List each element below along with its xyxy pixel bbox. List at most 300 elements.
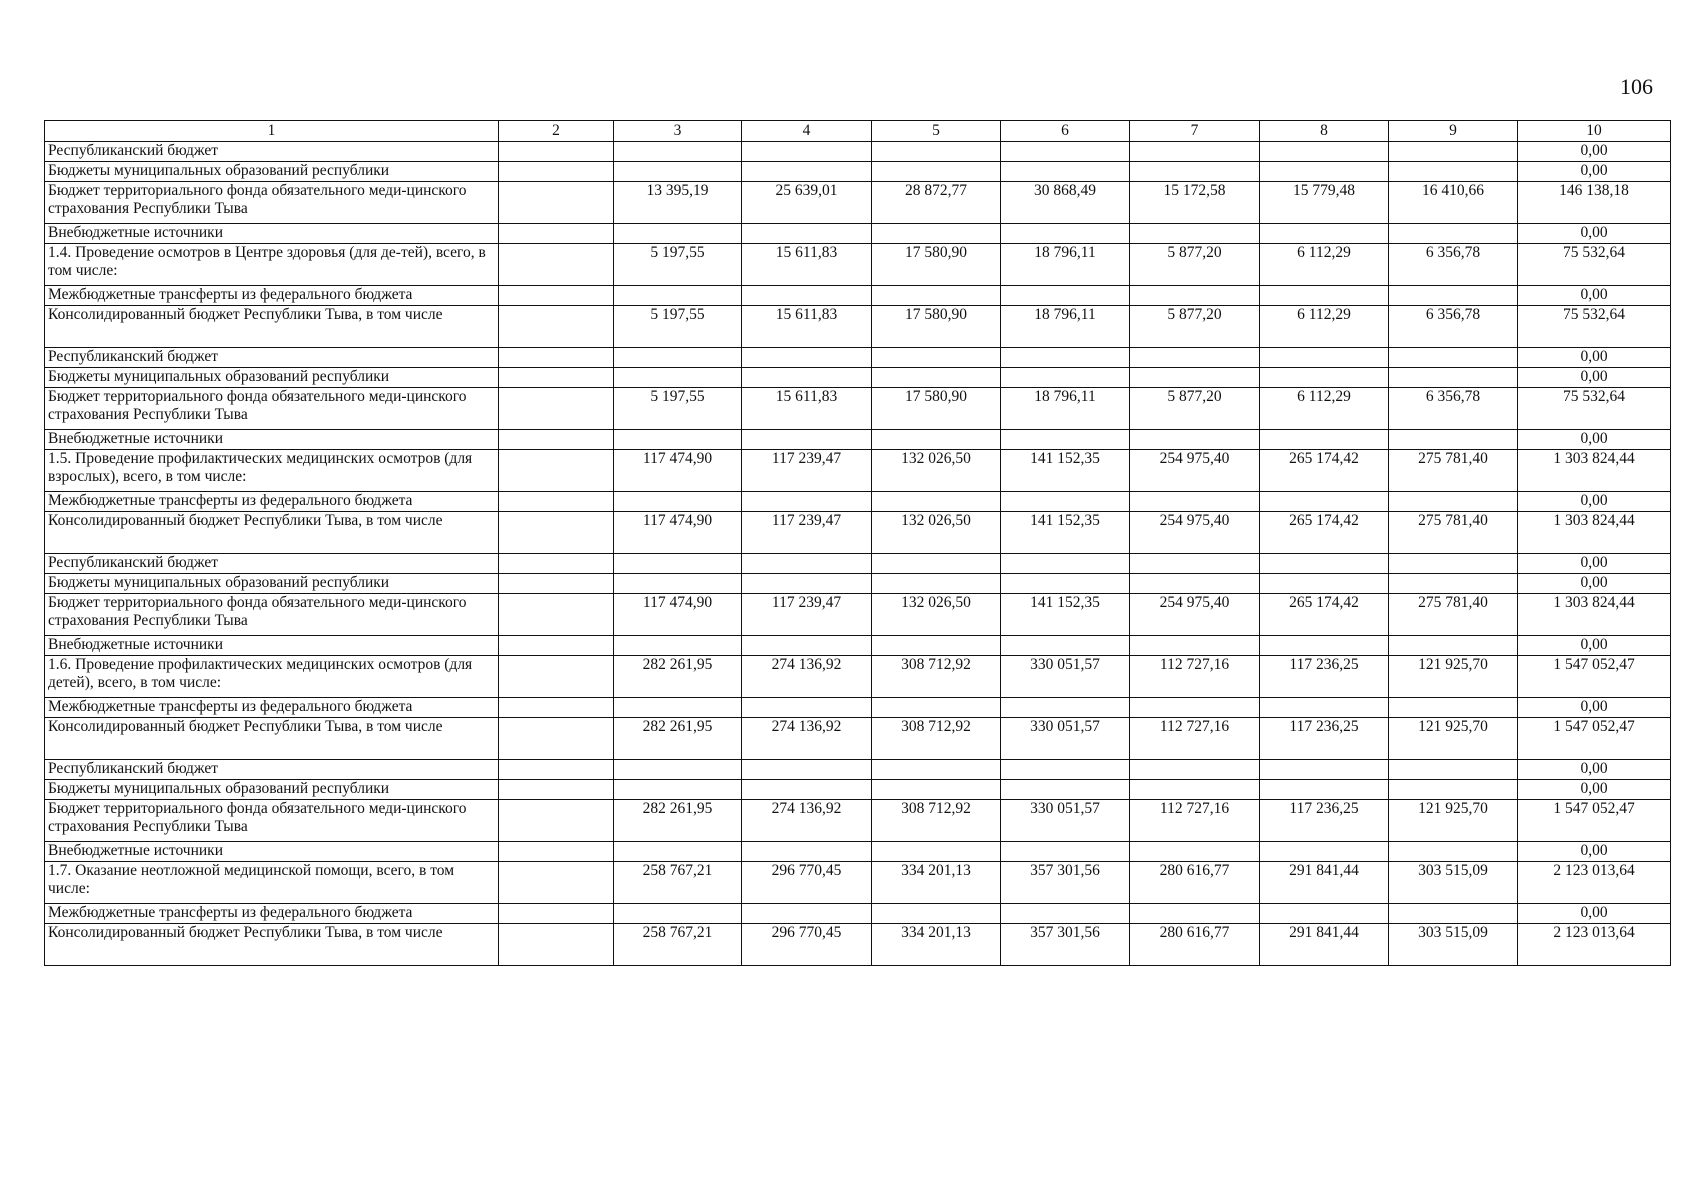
cell-col-2 — [499, 182, 614, 224]
cell-col-5: 132 026,50 — [872, 450, 1001, 492]
cell-col-3 — [614, 760, 742, 780]
cell-col-7 — [1130, 430, 1260, 450]
cell-col-8 — [1260, 760, 1389, 780]
cell-col-8 — [1260, 224, 1389, 244]
cell-col-3 — [614, 554, 742, 574]
cell-col-3 — [614, 348, 742, 368]
cell-col-4: 15 611,83 — [742, 306, 872, 348]
cell-col-6 — [1001, 162, 1130, 182]
cell-col-8: 291 841,44 — [1260, 862, 1389, 904]
cell-col-2 — [499, 388, 614, 430]
cell-col-4 — [742, 636, 872, 656]
cell-col-4 — [742, 286, 872, 306]
cell-col-5 — [872, 492, 1001, 512]
cell-col-7 — [1130, 348, 1260, 368]
cell-col-9: 6 356,78 — [1389, 306, 1518, 348]
cell-col-9 — [1389, 574, 1518, 594]
cell-col-2 — [499, 492, 614, 512]
cell-col-7: 5 877,20 — [1130, 244, 1260, 286]
table-body — [45, 142, 1671, 966]
cell-col-4 — [742, 554, 872, 574]
cell-col-8 — [1260, 492, 1389, 512]
cell-col-9 — [1389, 904, 1518, 924]
cell-col-10: 1 303 824,44 — [1518, 594, 1671, 636]
cell-col-2 — [499, 430, 614, 450]
row-label: Бюджет территориального фонда обязательного меди-цинского страхования Республики Тыва — [45, 800, 499, 842]
cell-col-4: 15 611,83 — [742, 388, 872, 430]
cell-col-10: 1 303 824,44 — [1518, 450, 1671, 492]
row-label: Бюджеты муниципальных образований республики — [45, 162, 499, 182]
cell-col-10: 0,00 — [1518, 492, 1671, 512]
cell-col-10: 2 123 013,64 — [1518, 862, 1671, 904]
table-row — [45, 574, 1671, 594]
cell-col-6: 330 051,57 — [1001, 656, 1130, 698]
cell-col-8 — [1260, 904, 1389, 924]
row-label: Бюджет территориального фонда обязательного меди-цинского страхования Республики Тыва — [45, 594, 499, 636]
cell-col-7 — [1130, 286, 1260, 306]
cell-col-10: 2 123 013,64 — [1518, 924, 1671, 966]
cell-col-4 — [742, 492, 872, 512]
cell-col-7: 280 616,77 — [1130, 862, 1260, 904]
row-label: 1.6. Проведение профилактических медицинских осмотров (для детей), всего, в том числе: — [45, 656, 499, 698]
cell-col-5 — [872, 760, 1001, 780]
row-label: Республиканский бюджет — [45, 142, 499, 162]
cell-col-10: 0,00 — [1518, 430, 1671, 450]
cell-col-6: 141 152,35 — [1001, 594, 1130, 636]
table-row — [45, 924, 1671, 966]
cell-col-4 — [742, 904, 872, 924]
cell-col-8: 117 236,25 — [1260, 718, 1389, 760]
cell-col-5: 17 580,90 — [872, 244, 1001, 286]
row-label: Бюджеты муниципальных образований республики — [45, 780, 499, 800]
table-row — [45, 388, 1671, 430]
cell-col-3: 13 395,19 — [614, 182, 742, 224]
cell-col-7: 5 877,20 — [1130, 306, 1260, 348]
cell-col-8 — [1260, 698, 1389, 718]
table-row — [45, 430, 1671, 450]
cell-col-6 — [1001, 368, 1130, 388]
table-row — [45, 904, 1671, 924]
cell-col-2 — [499, 594, 614, 636]
cell-col-7 — [1130, 224, 1260, 244]
cell-col-5: 17 580,90 — [872, 306, 1001, 348]
cell-col-9: 121 925,70 — [1389, 656, 1518, 698]
cell-col-8 — [1260, 574, 1389, 594]
cell-col-5 — [872, 904, 1001, 924]
row-label: Бюджеты муниципальных образований республики — [45, 368, 499, 388]
table-row — [45, 780, 1671, 800]
cell-col-7 — [1130, 698, 1260, 718]
cell-col-7: 254 975,40 — [1130, 512, 1260, 554]
cell-col-9 — [1389, 698, 1518, 718]
row-label: Бюджеты муниципальных образований республики — [45, 574, 499, 594]
row-label: Бюджет территориального фонда обязательного меди-цинского страхования Республики Тыва — [45, 182, 499, 224]
cell-col-6 — [1001, 554, 1130, 574]
cell-col-5: 308 712,92 — [872, 718, 1001, 760]
cell-col-2 — [499, 862, 614, 904]
cell-col-4 — [742, 842, 872, 862]
cell-col-4: 274 136,92 — [742, 800, 872, 842]
cell-col-3 — [614, 162, 742, 182]
cell-col-8: 117 236,25 — [1260, 800, 1389, 842]
cell-col-9: 275 781,40 — [1389, 450, 1518, 492]
table-row — [45, 286, 1671, 306]
cell-col-8: 265 174,42 — [1260, 512, 1389, 554]
cell-col-3: 117 474,90 — [614, 594, 742, 636]
cell-col-10: 0,00 — [1518, 904, 1671, 924]
cell-col-9 — [1389, 430, 1518, 450]
cell-col-8: 265 174,42 — [1260, 450, 1389, 492]
cell-col-5: 308 712,92 — [872, 800, 1001, 842]
cell-col-3: 258 767,21 — [614, 924, 742, 966]
cell-col-3 — [614, 698, 742, 718]
cell-col-2 — [499, 904, 614, 924]
cell-col-7 — [1130, 780, 1260, 800]
cell-col-9: 121 925,70 — [1389, 800, 1518, 842]
cell-col-8 — [1260, 430, 1389, 450]
cell-col-2 — [499, 348, 614, 368]
cell-col-2 — [499, 780, 614, 800]
cell-col-7: 15 172,58 — [1130, 182, 1260, 224]
cell-col-4: 296 770,45 — [742, 862, 872, 904]
cell-col-7: 280 616,77 — [1130, 924, 1260, 966]
cell-col-9 — [1389, 492, 1518, 512]
cell-col-6 — [1001, 286, 1130, 306]
cell-col-10: 0,00 — [1518, 142, 1671, 162]
cell-col-2 — [499, 450, 614, 492]
table-row — [45, 162, 1671, 182]
cell-col-4: 15 611,83 — [742, 244, 872, 286]
cell-col-4: 274 136,92 — [742, 656, 872, 698]
table-row — [45, 244, 1671, 286]
cell-col-9 — [1389, 636, 1518, 656]
cell-col-6 — [1001, 904, 1130, 924]
cell-col-6 — [1001, 760, 1130, 780]
cell-col-5 — [872, 286, 1001, 306]
cell-col-4 — [742, 574, 872, 594]
cell-col-10: 0,00 — [1518, 698, 1671, 718]
cell-col-9: 121 925,70 — [1389, 718, 1518, 760]
cell-col-9: 275 781,40 — [1389, 512, 1518, 554]
cell-col-3: 5 197,55 — [614, 244, 742, 286]
cell-col-10: 75 532,64 — [1518, 306, 1671, 348]
cell-col-10: 1 547 052,47 — [1518, 718, 1671, 760]
row-label: Внебюджетные источники — [45, 224, 499, 244]
row-label: Межбюджетные трансферты из федерального бюджета — [45, 698, 499, 718]
table-row — [45, 862, 1671, 904]
cell-col-10: 0,00 — [1518, 554, 1671, 574]
cell-col-9 — [1389, 224, 1518, 244]
cell-col-8 — [1260, 142, 1389, 162]
cell-col-6 — [1001, 142, 1130, 162]
cell-col-6: 141 152,35 — [1001, 450, 1130, 492]
cell-col-6: 18 796,11 — [1001, 388, 1130, 430]
row-label: Межбюджетные трансферты из федерального бюджета — [45, 492, 499, 512]
cell-col-2 — [499, 636, 614, 656]
cell-col-8 — [1260, 286, 1389, 306]
row-label: Внебюджетные источники — [45, 636, 499, 656]
column-header: 1 — [45, 121, 499, 142]
table-row — [45, 368, 1671, 388]
cell-col-10: 75 532,64 — [1518, 388, 1671, 430]
cell-col-3: 117 474,90 — [614, 450, 742, 492]
cell-col-8 — [1260, 636, 1389, 656]
cell-col-10: 0,00 — [1518, 224, 1671, 244]
row-label: Республиканский бюджет — [45, 348, 499, 368]
cell-col-10: 0,00 — [1518, 162, 1671, 182]
cell-col-2 — [499, 760, 614, 780]
cell-col-8: 6 112,29 — [1260, 388, 1389, 430]
cell-col-5 — [872, 348, 1001, 368]
cell-col-5 — [872, 162, 1001, 182]
table-row — [45, 760, 1671, 780]
column-header: 10 — [1518, 121, 1671, 142]
cell-col-10: 0,00 — [1518, 636, 1671, 656]
cell-col-3: 5 197,55 — [614, 306, 742, 348]
cell-col-3 — [614, 286, 742, 306]
table-row — [45, 800, 1671, 842]
row-label: Внебюджетные источники — [45, 430, 499, 450]
cell-col-4 — [742, 698, 872, 718]
cell-col-9 — [1389, 162, 1518, 182]
cell-col-2 — [499, 842, 614, 862]
cell-col-10: 1 303 824,44 — [1518, 512, 1671, 554]
cell-col-9: 275 781,40 — [1389, 594, 1518, 636]
table-row — [45, 182, 1671, 224]
table-row — [45, 594, 1671, 636]
cell-col-5 — [872, 368, 1001, 388]
cell-col-4 — [742, 760, 872, 780]
row-label: Внебюджетные источники — [45, 842, 499, 862]
cell-col-2 — [499, 656, 614, 698]
table-row — [45, 306, 1671, 348]
column-header: 7 — [1130, 121, 1260, 142]
cell-col-4 — [742, 348, 872, 368]
cell-col-2 — [499, 574, 614, 594]
cell-col-7: 112 727,16 — [1130, 656, 1260, 698]
cell-col-6 — [1001, 636, 1130, 656]
cell-col-6: 330 051,57 — [1001, 718, 1130, 760]
cell-col-5: 132 026,50 — [872, 594, 1001, 636]
cell-col-3 — [614, 492, 742, 512]
cell-col-6 — [1001, 698, 1130, 718]
cell-col-2 — [499, 554, 614, 574]
cell-col-5 — [872, 430, 1001, 450]
cell-col-8 — [1260, 368, 1389, 388]
cell-col-6 — [1001, 492, 1130, 512]
cell-col-3 — [614, 142, 742, 162]
column-header: 5 — [872, 121, 1001, 142]
cell-col-7 — [1130, 492, 1260, 512]
cell-col-3: 5 197,55 — [614, 388, 742, 430]
cell-col-7 — [1130, 760, 1260, 780]
cell-col-2 — [499, 244, 614, 286]
cell-col-9: 6 356,78 — [1389, 244, 1518, 286]
cell-col-5 — [872, 224, 1001, 244]
cell-col-10: 0,00 — [1518, 842, 1671, 862]
cell-col-6 — [1001, 842, 1130, 862]
cell-col-2 — [499, 512, 614, 554]
cell-col-5 — [872, 554, 1001, 574]
cell-col-5 — [872, 780, 1001, 800]
cell-col-5: 132 026,50 — [872, 512, 1001, 554]
row-label: 1.4. Проведение осмотров в Центре здоровья (для де-тей), всего, в том числе: — [45, 244, 499, 286]
cell-col-2 — [499, 162, 614, 182]
table-row — [45, 512, 1671, 554]
page-number: 106 — [1620, 74, 1653, 99]
cell-col-5 — [872, 698, 1001, 718]
row-label: Консолидированный бюджет Республики Тыва, в том числе — [45, 306, 499, 348]
cell-col-5: 17 580,90 — [872, 388, 1001, 430]
cell-col-3: 117 474,90 — [614, 512, 742, 554]
cell-col-7: 112 727,16 — [1130, 718, 1260, 760]
cell-col-8: 15 779,48 — [1260, 182, 1389, 224]
cell-col-2 — [499, 924, 614, 966]
cell-col-6: 30 868,49 — [1001, 182, 1130, 224]
cell-col-9 — [1389, 348, 1518, 368]
cell-col-3 — [614, 904, 742, 924]
cell-col-2 — [499, 698, 614, 718]
cell-col-7 — [1130, 162, 1260, 182]
cell-col-10: 0,00 — [1518, 574, 1671, 594]
cell-col-7 — [1130, 636, 1260, 656]
cell-col-8 — [1260, 162, 1389, 182]
cell-col-6: 18 796,11 — [1001, 244, 1130, 286]
cell-col-9: 6 356,78 — [1389, 388, 1518, 430]
cell-col-9 — [1389, 554, 1518, 574]
cell-col-9 — [1389, 368, 1518, 388]
cell-col-5 — [872, 842, 1001, 862]
cell-col-3: 258 767,21 — [614, 862, 742, 904]
cell-col-3: 282 261,95 — [614, 656, 742, 698]
cell-col-3 — [614, 842, 742, 862]
cell-col-7 — [1130, 368, 1260, 388]
row-label: Консолидированный бюджет Республики Тыва, в том числе — [45, 512, 499, 554]
cell-col-2 — [499, 800, 614, 842]
cell-col-3 — [614, 780, 742, 800]
cell-col-9: 303 515,09 — [1389, 862, 1518, 904]
cell-col-10: 0,00 — [1518, 348, 1671, 368]
cell-col-8 — [1260, 348, 1389, 368]
column-header: 6 — [1001, 121, 1130, 142]
cell-col-7 — [1130, 574, 1260, 594]
cell-col-5: 334 201,13 — [872, 924, 1001, 966]
cell-col-5: 308 712,92 — [872, 656, 1001, 698]
cell-col-6: 330 051,57 — [1001, 800, 1130, 842]
column-header: 8 — [1260, 121, 1389, 142]
cell-col-10: 0,00 — [1518, 286, 1671, 306]
cell-col-5 — [872, 574, 1001, 594]
cell-col-6 — [1001, 780, 1130, 800]
cell-col-6 — [1001, 224, 1130, 244]
column-number-row — [45, 121, 1671, 142]
cell-col-10: 146 138,18 — [1518, 182, 1671, 224]
row-label: Консолидированный бюджет Республики Тыва, в том числе — [45, 924, 499, 966]
table-row — [45, 142, 1671, 162]
cell-col-7: 254 975,40 — [1130, 450, 1260, 492]
cell-col-8: 6 112,29 — [1260, 306, 1389, 348]
cell-col-4 — [742, 224, 872, 244]
cell-col-3 — [614, 368, 742, 388]
cell-col-7 — [1130, 554, 1260, 574]
cell-col-5: 334 201,13 — [872, 862, 1001, 904]
cell-col-4: 296 770,45 — [742, 924, 872, 966]
cell-col-6 — [1001, 574, 1130, 594]
cell-col-3: 282 261,95 — [614, 800, 742, 842]
cell-col-6 — [1001, 430, 1130, 450]
table-row — [45, 698, 1671, 718]
cell-col-6: 357 301,56 — [1001, 924, 1130, 966]
cell-col-6 — [1001, 348, 1130, 368]
cell-col-7: 112 727,16 — [1130, 800, 1260, 842]
table-row — [45, 842, 1671, 862]
cell-col-4: 25 639,01 — [742, 182, 872, 224]
cell-col-10: 1 547 052,47 — [1518, 656, 1671, 698]
cell-col-9 — [1389, 842, 1518, 862]
cell-col-7: 254 975,40 — [1130, 594, 1260, 636]
cell-col-4 — [742, 368, 872, 388]
cell-col-6: 141 152,35 — [1001, 512, 1130, 554]
cell-col-10: 75 532,64 — [1518, 244, 1671, 286]
cell-col-3 — [614, 430, 742, 450]
cell-col-9 — [1389, 142, 1518, 162]
cell-col-8: 291 841,44 — [1260, 924, 1389, 966]
cell-col-10: 1 547 052,47 — [1518, 800, 1671, 842]
cell-col-4: 117 239,47 — [742, 450, 872, 492]
cell-col-9: 303 515,09 — [1389, 924, 1518, 966]
table-row — [45, 656, 1671, 698]
row-label: Межбюджетные трансферты из федерального бюджета — [45, 286, 499, 306]
row-label: Консолидированный бюджет Республики Тыва, в том числе — [45, 718, 499, 760]
cell-col-7 — [1130, 842, 1260, 862]
cell-col-4 — [742, 142, 872, 162]
cell-col-3 — [614, 574, 742, 594]
table-row — [45, 224, 1671, 244]
column-header: 3 — [614, 121, 742, 142]
cell-col-5 — [872, 142, 1001, 162]
cell-col-3 — [614, 636, 742, 656]
cell-col-7 — [1130, 904, 1260, 924]
cell-col-8 — [1260, 842, 1389, 862]
cell-col-5: 28 872,77 — [872, 182, 1001, 224]
table-row — [45, 492, 1671, 512]
column-header: 9 — [1389, 121, 1518, 142]
column-header: 4 — [742, 121, 872, 142]
cell-col-6: 18 796,11 — [1001, 306, 1130, 348]
cell-col-8: 117 236,25 — [1260, 656, 1389, 698]
row-label: 1.7. Оказание неотложной медицинской помощи, всего, в том числе: — [45, 862, 499, 904]
row-label: Республиканский бюджет — [45, 554, 499, 574]
cell-col-8 — [1260, 780, 1389, 800]
column-header: 2 — [499, 121, 614, 142]
cell-col-4 — [742, 430, 872, 450]
cell-col-9 — [1389, 780, 1518, 800]
cell-col-5 — [872, 636, 1001, 656]
cell-col-2 — [499, 718, 614, 760]
row-label: Межбюджетные трансферты из федерального бюджета — [45, 904, 499, 924]
table-row — [45, 718, 1671, 760]
cell-col-2 — [499, 224, 614, 244]
cell-col-2 — [499, 306, 614, 348]
table-row — [45, 348, 1671, 368]
budget-table — [44, 120, 1671, 966]
cell-col-2 — [499, 142, 614, 162]
table-row — [45, 554, 1671, 574]
cell-col-6: 357 301,56 — [1001, 862, 1130, 904]
cell-col-8: 6 112,29 — [1260, 244, 1389, 286]
cell-col-9 — [1389, 286, 1518, 306]
cell-col-4: 117 239,47 — [742, 512, 872, 554]
